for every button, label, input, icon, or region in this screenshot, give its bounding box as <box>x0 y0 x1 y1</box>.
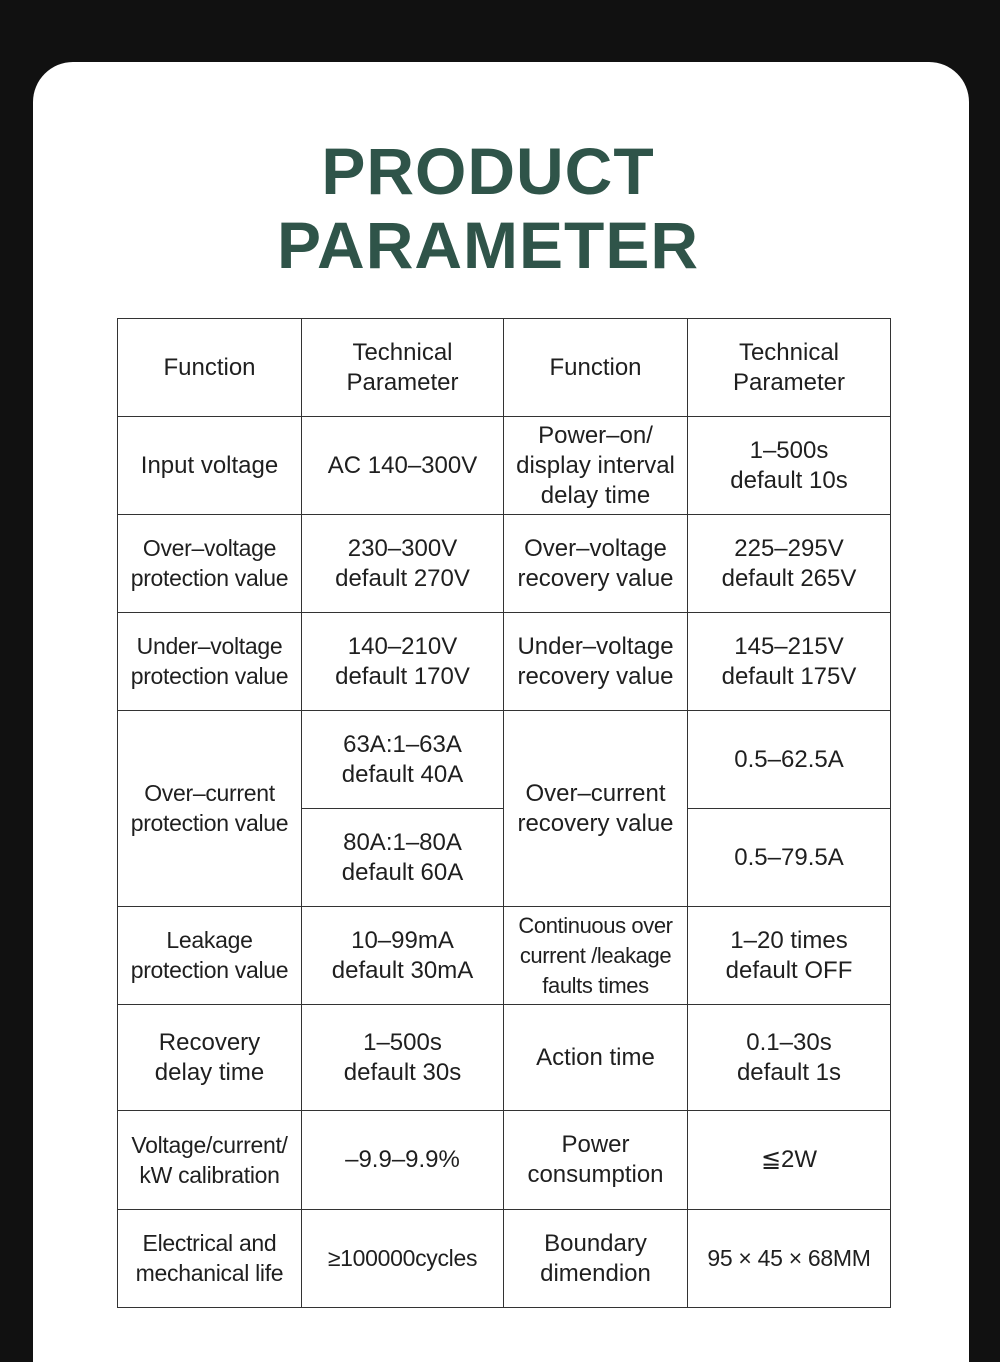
value-cell: 95 × 45 × 68MM <box>688 1210 891 1308</box>
value-cell: 230–300V default 270V <box>302 515 504 613</box>
value-cell: 1–20 times default OFF <box>688 907 891 1005</box>
header-cell: Function <box>118 319 302 417</box>
header-cell: Technical Parameter <box>302 319 504 417</box>
function-cell: Over–current recovery value <box>504 711 688 907</box>
table-row <box>118 1210 891 1308</box>
value-cell: 63A:1–63A default 40A <box>302 711 504 809</box>
header-cell: Function <box>504 319 688 417</box>
table-row <box>118 711 891 809</box>
value-cell: 140–210V default 170V <box>302 613 504 711</box>
function-cell: Power–on/ display interval delay time <box>504 417 688 515</box>
value-cell: 10–99mA default 30mA <box>302 907 504 1005</box>
table-header-row <box>118 319 891 417</box>
table-row <box>118 907 891 1005</box>
function-cell: Under–voltage protection value <box>118 613 302 711</box>
value-cell: ≥100000cycles <box>302 1210 504 1308</box>
value-cell: 0.5–79.5A <box>688 809 891 907</box>
function-cell: Boundary dimendion <box>504 1210 688 1308</box>
table-row <box>118 515 891 613</box>
function-cell: Recovery delay time <box>118 1005 302 1111</box>
value-cell: 225–295V default 265V <box>688 515 891 613</box>
value-cell: 80A:1–80A default 60A <box>302 809 504 907</box>
value-cell: 1–500s default 10s <box>688 417 891 515</box>
function-cell: Input voltage <box>118 417 302 515</box>
table-row <box>118 613 891 711</box>
function-cell: Over–current protection value <box>118 711 302 907</box>
function-cell: Power consumption <box>504 1111 688 1210</box>
function-cell: Continuous over current /leakage faults times <box>504 907 688 1005</box>
value-cell: 0.1–30s default 1s <box>688 1005 891 1111</box>
page-title-line-2: PARAMETER <box>276 208 700 282</box>
value-cell: 1–500s default 30s <box>302 1005 504 1111</box>
function-cell: Leakage protection value <box>118 907 302 1005</box>
function-cell: Electrical and mechanical life <box>118 1210 302 1308</box>
table-row <box>118 1005 891 1111</box>
value-cell: –9.9–9.9% <box>302 1111 504 1210</box>
value-cell: AC 140–300V <box>302 417 504 515</box>
header-cell: Technical Parameter <box>688 319 891 417</box>
page-title <box>0 134 976 282</box>
function-cell: Over–voltage recovery value <box>504 515 688 613</box>
table-row <box>118 417 891 515</box>
parameter-table <box>117 318 891 1308</box>
function-cell: Action time <box>504 1005 688 1111</box>
function-cell: Voltage/current/ kW calibration <box>118 1111 302 1210</box>
table-row <box>118 1111 891 1210</box>
value-cell: 0.5–62.5A <box>688 711 891 809</box>
function-cell: Under–voltage recovery value <box>504 613 688 711</box>
page-title-line-1: PRODUCT <box>321 134 655 208</box>
value-cell: 145–215V default 175V <box>688 613 891 711</box>
function-cell: Over–voltage protection value <box>118 515 302 613</box>
value-cell: ≦2W <box>688 1111 891 1210</box>
